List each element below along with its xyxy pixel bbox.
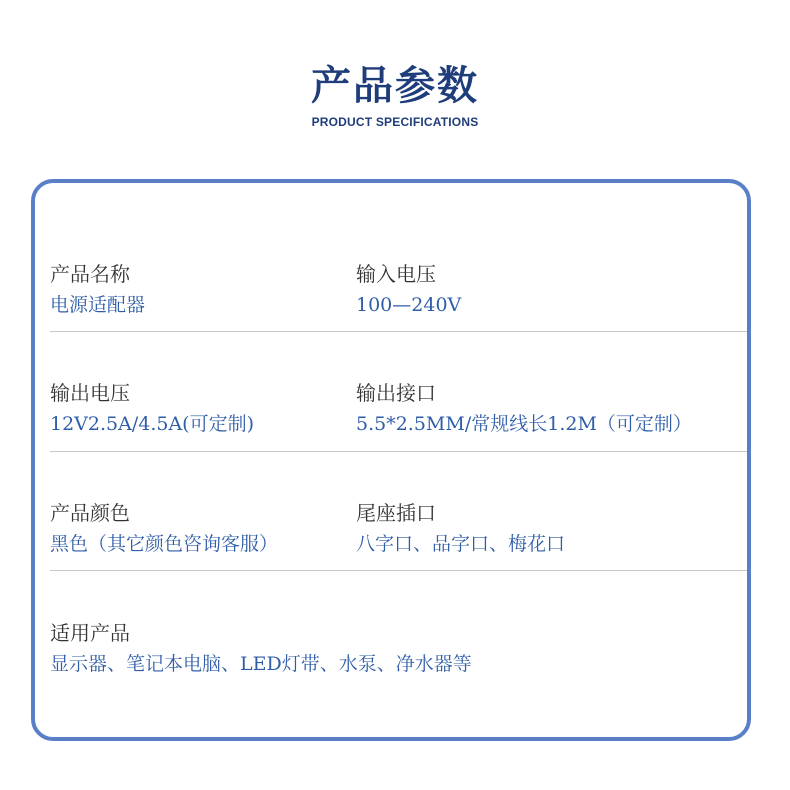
- spec-applicable: [50, 620, 747, 680]
- spec-value: 八字口、品字口、梅花口: [356, 533, 566, 555]
- spec-value: 100—240V: [356, 294, 462, 316]
- spec-label: 输入电压: [356, 262, 436, 286]
- spec-value: 电源适配器: [50, 294, 146, 316]
- spec-label: 尾座插口: [356, 501, 436, 525]
- spec-row-3: [50, 500, 747, 571]
- spec-value: 黑色（其它颜色咨询客服）: [50, 533, 279, 555]
- spec-value: 5.5*2.5MM/常规线长1.2M（可定制）: [356, 413, 692, 435]
- spec-row-4: [50, 620, 747, 680]
- spec-output-voltage: [50, 380, 356, 451]
- page-title: 产品参数: [311, 63, 479, 109]
- spec-input-voltage: [356, 261, 747, 331]
- page-subtitle: PRODUCT SPECIFICATIONS: [311, 115, 479, 129]
- spec-label: 产品颜色: [50, 501, 130, 525]
- spec-value: 12V2.5A/4.5A(可定制): [50, 413, 254, 435]
- spec-label: 输出电压: [50, 381, 130, 405]
- page-header: [0, 62, 790, 130]
- spec-color: [50, 500, 356, 570]
- spec-value: 显示器、笔记本电脑、LED灯带、水泵、净水器等: [50, 653, 472, 675]
- spec-output-port: [356, 380, 747, 451]
- spec-card: [31, 179, 751, 741]
- spec-label: 输出接口: [356, 381, 436, 405]
- spec-label: 适用产品: [50, 621, 130, 645]
- spec-row-1: [50, 261, 747, 332]
- spec-tail-socket: [356, 500, 747, 570]
- spec-label: 产品名称: [50, 262, 130, 286]
- spec-product-name: [50, 261, 356, 331]
- spec-row-2: [50, 380, 747, 452]
